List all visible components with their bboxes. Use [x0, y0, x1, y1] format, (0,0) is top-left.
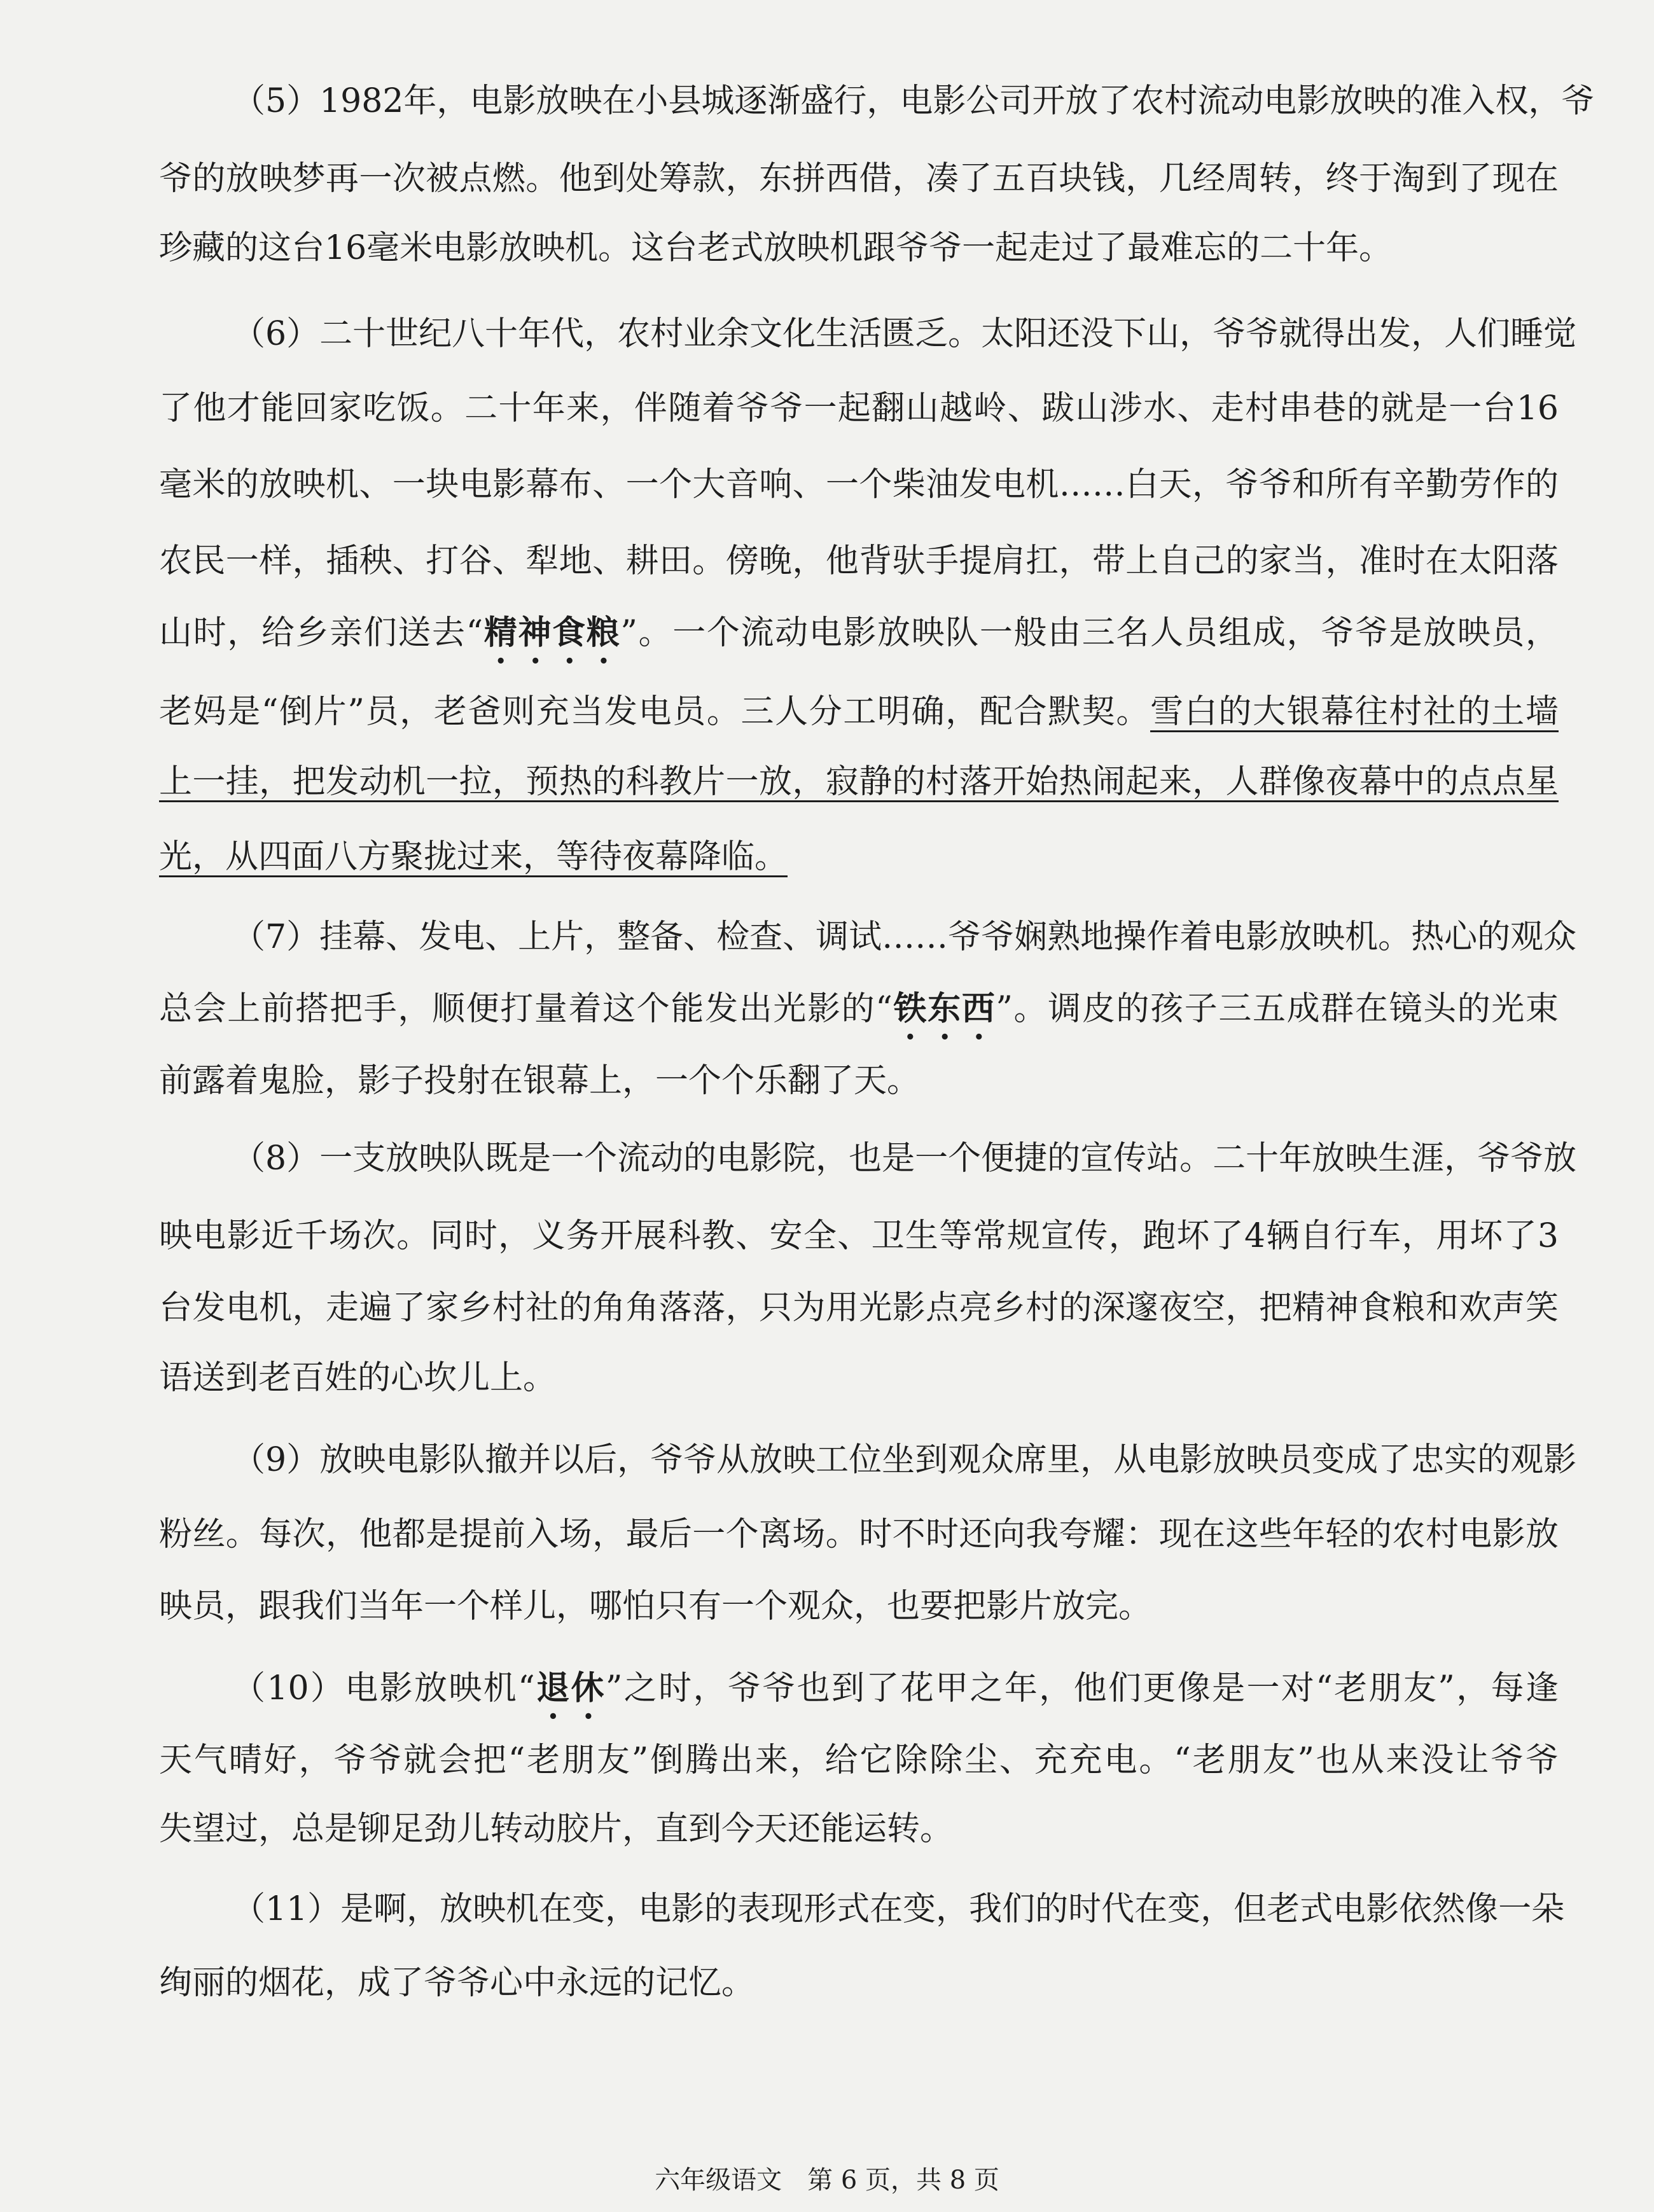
paragraph-2-line [159, 610, 1559, 656]
paragraph-6-line [159, 1806, 1559, 1852]
paragraph-1-line [232, 78, 1595, 124]
paragraph-5-line [159, 1512, 1559, 1557]
paragraph-1-line [159, 225, 1559, 271]
paragraph-5-line [159, 1583, 1559, 1629]
underlined-text: 雪白的大银幕往村社的土墙 [1150, 693, 1559, 731]
text-run: 前露着鬼脸，影子投射在银幕上，一个个乐翻了天。 [159, 1062, 921, 1100]
text-run: 总会上前搭把手，顺便打量着这个能发出光影的“ [159, 990, 893, 1028]
text-run: 爷的放映梦再一次被点燃。他到处筹款，东拼西借，凑了五百块钱，几经周转，终于淘到了现在 [159, 160, 1559, 198]
text-run: 台发电机，走遍了家乡村社的角角落落，只为用光影点亮乡村的深邃夜空，把精神食粮和欢声笑 [159, 1289, 1559, 1327]
text-run: 山时，给乡亲们送去“ [159, 614, 483, 652]
text-run: 天气晴好，爷爷就会把“老朋友”倒腾出来，给它除除尘、充充电。“老朋友”也从来没让爷爷 [159, 1741, 1559, 1779]
paragraph-2-line [159, 538, 1559, 584]
text-run: 了他才能回家吃饭。二十年来，伴随着爷爷一起翻山越岭、跋山涉水、走村串巷的就是一台16 [159, 389, 1559, 428]
text-run: 粉丝。每次，他都是提前入场，最后一个离场。时不时还向我夸耀：现在这些年轻的农村电影放 [159, 1515, 1559, 1554]
text-run: （10）电影放映机“ [232, 1669, 535, 1708]
emphasized-text: 精神食粮 [483, 613, 621, 652]
paragraph-3-line [159, 986, 1559, 1032]
text-run: 老妈是“倒片”员，老爸则充当发电员。三人分工明确，配合默契。 [159, 693, 1151, 731]
text-run: 语送到老百姓的心坎儿上。 [159, 1359, 557, 1397]
paragraph-4-line [232, 1136, 1577, 1181]
paragraph-6-line [159, 1737, 1559, 1783]
text-run: ”。调皮的孩子三五成群在镜头的光束 [996, 990, 1559, 1028]
paragraph-2-line [159, 689, 1559, 735]
paragraph-3-line [232, 914, 1577, 960]
text-run: ”之时，爷爷也到了花甲之年，他们更像是一对“老朋友”，每逢 [605, 1669, 1559, 1708]
paragraph-1-line [159, 156, 1559, 202]
paragraph-2-line [159, 462, 1559, 508]
text-run: ”。一个流动电影放映队一般由三名人员组成，爷爷是放映员， [620, 614, 1559, 652]
emphasized-text: 铁东西 [892, 989, 996, 1028]
text-run: （9）放映电影队撤并以后，爷爷从放映工位坐到观众席里，从电影放映员变成了忠实的观影 [232, 1441, 1577, 1479]
underlined-text: 光，从四面八方聚拢过来，等待夜幕降临。 [159, 838, 788, 876]
underlined-text: 上一挂，把发动机一拉，预热的科教片一放，寂静的村落开始热闹起来，人群像夜幕中的点点星 [159, 763, 1559, 801]
text-run: 绚丽的烟花，成了爷爷心中永远的记忆。 [159, 1964, 755, 2002]
text-run: 失望过，总是铆足劲儿转动胶片，直到今天还能运转。 [159, 1810, 954, 1848]
page-footer: 六年级语文 第 6 页，共 8 页 [655, 2166, 999, 2195]
text-run: （8）一支放映队既是一个流动的电影院，也是一个便捷的宣传站。二十年放映生涯，爷爷放 [232, 1139, 1577, 1178]
paragraph-7-line [232, 1886, 1565, 1932]
paragraph-2-line [159, 759, 1559, 805]
text-run: 农民一样，插秧、打谷、犁地、耕田。傍晚，他背驮手提肩扛，带上自己的家当，准时在太阳落 [159, 542, 1559, 580]
text-run: 毫米的放映机、一块电影幕布、一个大音响、一个柴油发电机……白天，爷爷和所有辛勤劳作的 [159, 466, 1559, 504]
paragraph-2-line [232, 311, 1577, 357]
paragraph-4-line [159, 1285, 1559, 1331]
paragraph-6-line [232, 1666, 1559, 1711]
paragraph-5-line [232, 1437, 1577, 1483]
paragraph-2-line [159, 834, 1559, 880]
text-run: （5）1982年，电影放映在小县城逐渐盛行，电影公司开放了农村流动电影放映的准入权，爷 [232, 82, 1595, 120]
text-run: 珍藏的这台16毫米电影放映机。这台老式放映机跟爷爷一起走过了最难忘的二十年。 [159, 229, 1393, 267]
text-run: （11）是啊，放映机在变，电影的表现形式在变，我们的时代在变，但老式电影依然像一朵 [232, 1890, 1565, 1928]
text-run: 映电影近千场次。同时，义务开展科教、安全、卫生等常规宣传，跑坏了4辆自行车，用坏了3 [159, 1217, 1559, 1255]
paragraph-4-line [159, 1213, 1559, 1259]
paragraph-3-line [159, 1058, 1559, 1104]
paragraph-4-line [159, 1355, 1559, 1401]
text-run: （6）二十世纪八十年代，农村业余文化生活匮乏。太阳还没下山，爷爷就得出发，人们睡觉 [232, 315, 1577, 353]
emphasized-text: 退休 [534, 1669, 606, 1708]
paragraph-2-line [159, 386, 1559, 431]
paragraph-7-line [159, 1960, 1559, 2006]
text-run: （7）挂幕、发电、上片，整备、检查、调试……爷爷娴熟地操作着电影放映机。热心的观众 [232, 918, 1577, 956]
text-run: 映员，跟我们当年一个样儿，哪怕只有一个观众，也要把影片放完。 [159, 1587, 1152, 1625]
